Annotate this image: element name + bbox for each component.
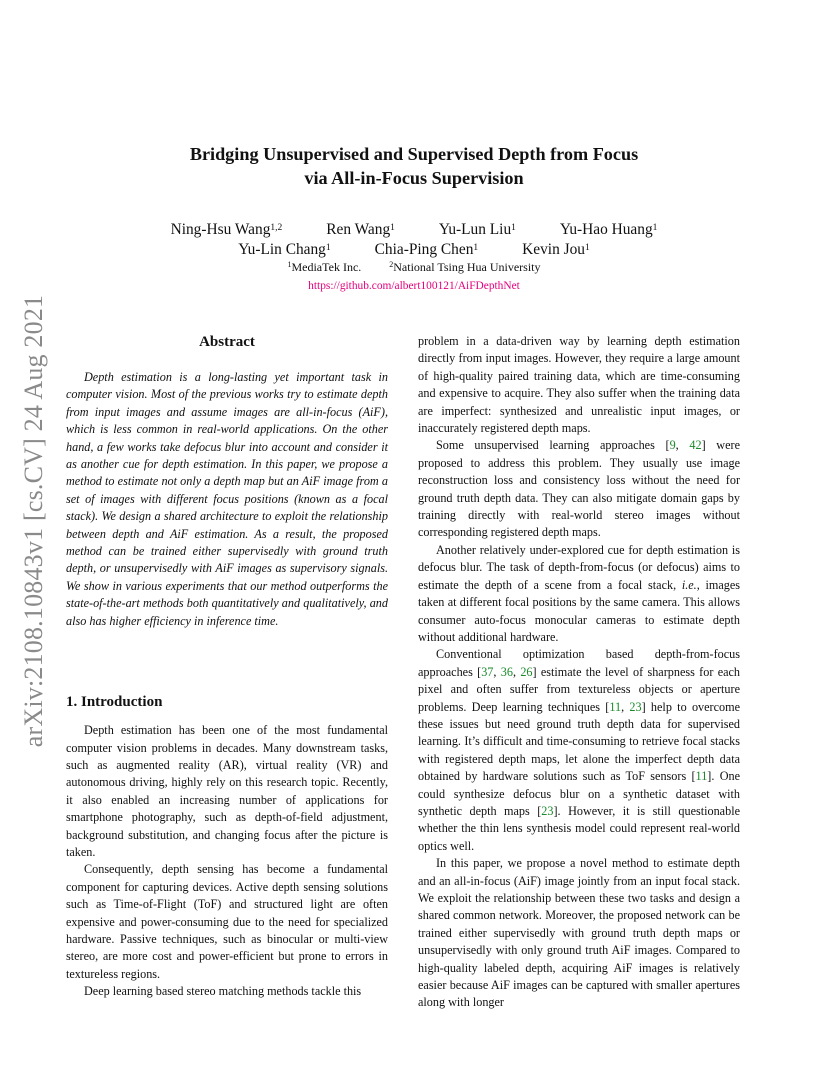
affiliation [287,260,361,274]
citation-link[interactable]: 23 [629,699,642,714]
author [375,240,479,260]
citation-link[interactable]: 11 [695,769,708,784]
author-name: Yu-Hao Huang [559,221,653,238]
citation-link[interactable]: 23 [541,803,554,818]
affiliations [0,259,828,275]
intro-paragraph-2: Consequently, depth sensing has become a fundamental component for capturing devices. Active depth sensing solutions such as Time-of-Flight (ToF) and structured light are often expensive and power-consuming due to the need for specialized hardware. Passive techniques, such as binocular or multi-view stereo, are more cost and power-efficient but prone to errors in textureless regions. [66,862,388,981]
right-paragraph-4: Conventional optimization based depth-from-focus approaches [37, 36, 26] estimate the level of sharpness for each pixel and often suffer from textureless objects or aperture problems. Deep learning techniques [11, 23] help to overcome these issues but need ground truth depth data for supervised learning. It’s difficult and time-consuming to retrieve focal stacks with registered depth maps, let alone the imperfect depth data obtained by hardware solutions such as ToF sensors [11]. One could synthesize defocus blur on a synthetic dataset with synthetic depth maps [23]. However, it is still questionable whether the thin lens synthesis model could represent real-world optics well. [418,647,741,853]
affiliation-name: National Tsing Hua University [393,260,541,274]
author [238,240,330,260]
author [560,220,658,240]
intro-paragraph-3: Deep learning based stereo matching methods tackle this [84,984,362,999]
paper-title-line-2: via All-in-Focus Supervision [304,168,524,188]
author [522,240,590,260]
abstract-heading: Abstract [199,334,255,350]
author-affiliation-mark: 1 [511,223,516,233]
abstract-text: Depth estimation is a long-lasting yet important task in computer vision. Most of the previous works try to estimate depth from input images and assume images are all-in-focus (AiF), which is less common in real-world applications. On the other hand, a few works take defocus blur into account and consider it as another cue for depth estimation. In this paper, we propose a method to estimate not only a depth map but an AiF image from a set of images with different focus positions (known as a focal stack). We design a shared architecture to exploit the relationship between depth and AiF estimation. As a result, the proposed method can be trained either supervisedly with ground truth depth, or unsupervisedly with AiF images as supervisory signals. We show in various experiments that our method outperforms the state-of-the-art methods both quantitatively and qualitatively, and also has higher efficiency in inference time. [66,370,388,628]
citation-link[interactable]: 42 [689,438,702,453]
author-name: Yu-Lin Chang [238,241,326,258]
affiliation-mark: 2 [389,260,394,269]
paper-title-line-1: Bridging Unsupervised and Supervised Depth from Focus [189,144,639,164]
author-affiliation-mark: 1 [390,223,395,233]
author-affiliation-mark: 1,2 [270,223,283,233]
introduction-heading: 1. Introduction [66,694,163,711]
author [171,220,283,240]
citation-link[interactable]: 9 [669,438,676,453]
author-list [60,220,768,260]
author-name: Chia-Ping Chen [374,241,474,258]
intro-paragraph-1: Depth estimation has been one of the most fundamental computer vision problems in decades. Many downstream tasks, such as augmented reality (AR), virtual reality (VR) and autonomous driving, highly rely on this research topic. Recently, it also enabled an increasing number of applications for smartphone photography, such as depth-of-field adjustment, background substitution, and changing focus after the picture is taken. [66,723,388,859]
citation-link[interactable]: 36 [500,664,513,679]
citation-link[interactable]: 37 [481,664,494,679]
right-paragraph-3: Another relatively under-explored cue for depth estimation is defocus blur. The task of depth-from-focus (or defocus) aims to estimate the depth of a scene from a focal stack, i.e., images taken at different focal positions by the same camera. This allows consumer auto-focus monocular cameras to estimate depth without additional hardware. [418,542,740,644]
arxiv-sidebar-stamp [16,282,52,760]
affiliation-name: MediaTek Inc. [291,260,362,274]
right-paragraph-1: problem in a data-driven way by learning depth estimation directly from input images. However, they require a large amount of high-quality paired training data, which are time-consuming and expensive to acquire. They also suffer when the training data are imperfect: synthesized and unrealistic input images, or inaccurately registered depth maps. [418,334,740,436]
citation-link[interactable]: 11 [609,699,622,714]
author-affiliation-mark: 1 [652,223,658,233]
author-name: Ning-Hsu Wang [170,221,271,238]
arxiv-identifier: arXiv:2108.10843v1 [cs.CV] 24 Aug 2021 [19,294,48,748]
affiliation [389,260,540,274]
left-column [66,332,388,1001]
author-name: Kevin Jou [522,241,585,258]
project-link[interactable]: https://github.com/albert100121/AiFDepthNet [308,280,520,292]
right-column [418,333,740,1012]
author [439,220,516,240]
author-affiliation-mark: 1 [473,243,479,253]
author [326,220,395,240]
author-name: Ren Wang [326,221,391,238]
author-affiliation-mark: 1 [325,243,331,253]
affiliation-mark: 1 [287,260,292,269]
right-paragraph-5: In this paper, we propose a novel method to estimate depth and an all-in-focus (AiF) image jointly from an input focal stack. We exploit the relationship between these two tasks and design a shared common network. Moreover, the proposed network can be trained either supervisedly with ground truth depth maps or unsupervisedly with only ground truth AiF images. Compared to high-quality labeled depth, acquiring AiF images is relatively easier because AiF images can be captured with smaller apertures along with longer [418,856,740,1010]
author-name: Yu-Lun Liu [438,221,512,238]
citation-link[interactable]: 26 [520,664,533,679]
right-paragraph-2: Some unsupervised learning approaches [9, 42] were proposed to address this problem. They usually use image reconstruction loss and consistency loss without the need for ground truth depth data. They can also mitigate domain gaps by training directly with real-world stereo images without corresponding registered depth maps. [418,438,740,540]
author-affiliation-mark: 1 [585,243,590,253]
paper-title [0,142,828,190]
